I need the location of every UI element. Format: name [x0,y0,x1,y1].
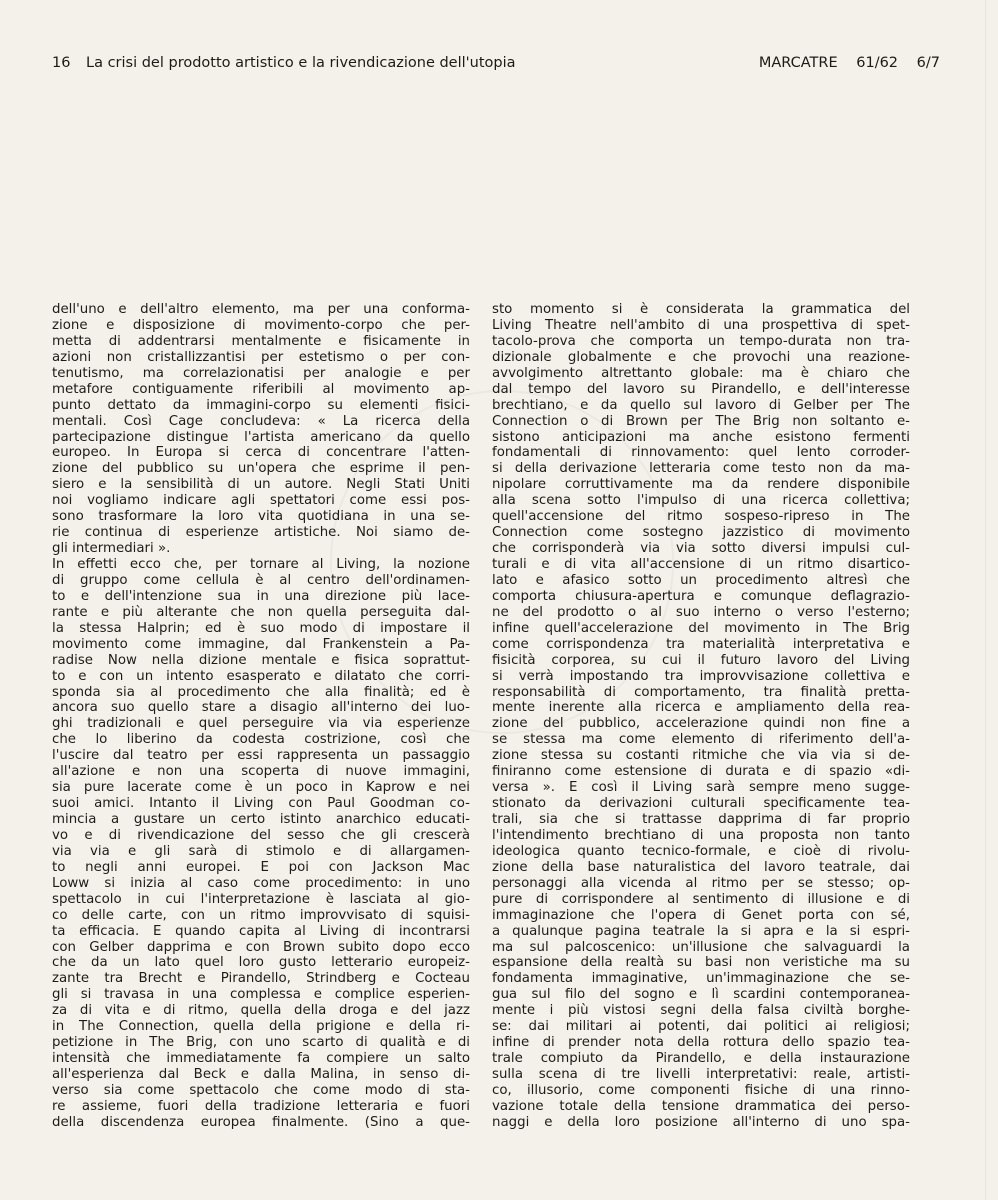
text-line: suoi amici. Intanto il Living con Paul Goodman co- [52,796,470,812]
text-line: sponda sia al procedimento che alla finalità; ed è [52,684,470,700]
text-line: in The Connection, quella della prigione e della ri- [52,1019,470,1035]
text-line: punto dettato da immagini-corpo su elementi fisici- [52,397,470,413]
text-line: si della derivazione letteraria come testo non da ma- [492,461,910,477]
text-line: radise Now nella dizione mentale e fisica soprattut- [52,652,470,668]
chapter-title: La crisi del prodotto artistico e la rivendicazione dell'utopia [86,55,516,71]
text-line: lato e afasico sotto un procedimento altresì che [492,572,910,588]
text-line: Living Theatre nell'ambito di una prospettiva di spet- [492,317,910,333]
text-line: spettacolo in cui l'interpretazione è lasciata al gio- [52,891,470,907]
text-line: responsabilità di comportamento, tra finalità pretta- [492,684,910,700]
text-line: infine di prender nota della rottura dello spazio tea- [492,1035,910,1051]
text-line: ne del prodotto o al suo interno o verso l'esterno; [492,604,910,620]
text-line: trali, sia che si trattasse dapprima di far proprio [492,812,910,827]
text-line: quell'accensione del ritmo sospeso-ripreso in The [492,509,910,525]
text-line: l'intendimento brechtiano di una proposta non tanto [492,827,910,843]
page-number: 16 [52,55,71,71]
text-column-right [492,302,910,1131]
text-line: zione del pubblico su un'opera che esprime il pen- [52,461,470,477]
text-line: fisicità corporea, su cui il futuro lavoro del Living [492,652,910,668]
text-line: di gruppo come cellula è al centro dell'ordinamen- [52,572,470,588]
text-line: sia pure lacerate come è un poco in Kaprow e nei [52,780,470,796]
text-line: gua sul filo del sogno e lì scardini contemporanea- [492,987,910,1003]
text-line: infine quell'accelerazione del movimento in The Brig [492,620,910,636]
text-line: se: dai militari ai potenti, dai politici ai religiosi; [492,1019,910,1035]
text-line: all'esperienza dal Beck e dalla Malina, in senso di- [52,1067,470,1082]
text-line: to e con un intento esasperato e dilatato che corri- [52,668,470,684]
text-line: sistono anticipazioni ma anche esistono fermenti [492,429,910,445]
text-line: ghi tradizionali e quel perseguire via via esperienze [52,716,470,732]
text-line: via via e gli sarà di stimolo e di allargamen- [52,843,470,859]
text-line: trale compiuto da Pirandello, e della instaurazione [492,1051,910,1067]
text-line: movimento come immagine, dal Frankenstein a Pa- [52,636,470,652]
text-line: to negli anni europei. E poi con Jackson Mac [52,859,470,875]
text-line: vazione totale della tensione drammatica dei perso- [492,1098,910,1114]
text-line: noi vogliamo indicare agli spettatori come essi pos- [52,493,470,509]
text-line: l'uscire dal teatro per essi rappresenta un passaggio [52,748,470,764]
text-line: ma sul palcoscenico: un'illusione che salvaguardi la [492,939,910,955]
text-line: metta di addentrarsi mentalmente e fisicamente in [52,333,470,349]
text-line: vo e di rivendicazione del sesso che gli crescerà [52,827,470,843]
text-line: si verrà impostando tra improvvisazione collettiva e [492,668,910,684]
text-line: ideologica quanto tecnico-formale, e cioè di rivolu- [492,843,910,859]
text-line: partecipazione distingue l'artista americano da quello [52,429,470,445]
text-line: co, illusorio, come componenti fisiche di una rinno- [492,1082,910,1098]
text-line: zante tra Brecht e Pirandello, Strindberg e Cocteau [52,971,470,987]
text-line: re assieme, fuori della tradizione letteraria e fuori [52,1098,470,1114]
text-line: zione stessa su costanti ritmiche che via via si de- [492,748,910,764]
text-line: naggi e della loro posizione all'interno di uno spa- [492,1114,910,1130]
text-line: se stessa ma come elemento di riferimento dell'a- [492,732,910,748]
text-line: versa ». E così il Living sarà sempre meno sugge- [492,780,910,796]
text-line: to e dell'intenzione sua in una direzione più lace- [52,588,470,604]
journal-issue-sub: 6/7 [916,55,940,71]
text-line: mente i più vistosi segni della falsa civiltà borghe- [492,1003,910,1019]
text-line: Connection o di Brown per The Brig non soltanto e- [492,413,910,429]
text-line: pure di corrispondere al sentimento di illusione e di [492,891,910,907]
text-line: petizione in The Brig, con uno scarto di qualità e di [52,1035,470,1051]
text-line: sulla scena di tre livelli interpretativi: reale, artisti- [492,1067,910,1082]
text-line: turali e di vita all'accensione di un ritmo disartico- [492,557,910,572]
text-line: immaginazione che l'opera di Genet porta con sé, [492,907,910,923]
running-header [52,55,940,77]
text-line: della discendenza europea finalmente. (Sino a que- [52,1114,470,1130]
text-line: zione e disposizione di movimento-corpo che per- [52,317,470,333]
journal-name: MARCATRE [758,55,838,71]
text-line: rante e più alterante che non quella perseguita dal- [52,604,470,620]
text-line: che da un lato quel loro gusto letterario europeiz- [52,955,470,971]
text-line: Loww si inizia al caso come procedimento: in uno [52,875,470,891]
text-line: comporta chiusura-apertura e comunque deflagrazio- [492,588,910,604]
text-line: za di vita e di ritmo, quella della droga e del jazz [52,1003,470,1019]
text-line: dizionale globalmente e che provochi una reazione- [492,349,910,365]
text-line: la stessa Halprin; ed è suo modo di impostare il [52,620,470,636]
text-line: con Gelber dapprima e con Brown subito dopo ecco [52,939,470,955]
text-line: personaggi alla vicenda al ritmo per se stesso; op- [492,875,910,891]
text-line: sto momento si è considerata la grammatica del [492,302,910,317]
text-line: che corrisponderà via via sotto diversi impulsi cul- [492,541,910,557]
text-line: intensità che immediatamente fa compiere un salto [52,1051,470,1067]
text-line: azioni non cristallizzantisi per estetismo o per con- [52,349,470,365]
text-line: siero e la sensibilità di un autore. Negli Stati Uniti [52,477,470,493]
text-line: alla scena sotto l'impulso di una ricerca collettiva; [492,493,910,509]
text-line: europeo. In Europa si cerca di concentrare l'atten- [52,445,470,461]
journal-info [759,55,940,71]
text-line: rie continua di esperienze artistiche. Noi siamo de- [52,525,470,541]
text-column-left [52,302,470,1131]
journal-issue: 61/62 [856,55,899,71]
text-line: tacolo-prova che comporta un tempo-durata non tra- [492,333,910,349]
text-line: brechtiano, e da quello sul lavoro di Gelber per The [492,397,910,413]
text-line: In effetti ecco che, per tornare al Living, la nozione [52,557,470,572]
text-line: avvolgimento altrettanto globale: ma è chiaro che [492,365,910,381]
text-line: fondamenta immaginative, un'immaginazione che se- [492,971,910,987]
text-line: dal tempo del lavoro su Pirandello, e dell'interesse [492,381,910,397]
text-line: ancora suo quello stare a disagio all'interno dei luo- [52,700,470,716]
text-line: verso sia come spettacolo che come modo di sta- [52,1082,470,1098]
text-line: gli intermediari ». [52,541,171,557]
text-line: sono trasformare la loro vita quotidiana in una se- [52,509,470,525]
text-line: a qualunque pagina teatrale la si apra e la si espri- [492,923,910,939]
text-line: gli si travasa in una complessa e complice esperien- [52,987,470,1003]
text-line: come corrispondenza tra materialità interpretativa e [492,636,910,652]
text-line: dell'uno e dell'altro elemento, ma per una conforma- [52,302,470,317]
text-line: fondamentali di rinnovamento: quel lento corroder- [492,445,910,461]
text-line: all'azione e non una scoperta di nuove immagini, [52,764,470,780]
text-line: mente inerente alla ricerca e ampliamento della rea- [492,700,910,716]
text-line: che lo liberino da codesta costrizione, così che [52,732,470,748]
text-line: metafore contiguamente riferibili al movimento ap- [52,381,470,397]
text-line: zione della base naturalistica del lavoro teatrale, dai [492,859,910,875]
text-line: finiranno come estensione di durata e di spazio «di- [492,764,910,780]
text-line: Connection come sostegno jazzistico di movimento [492,525,910,541]
text-line: tenutismo, ma correlazionatisi per analogie e per [52,365,470,381]
text-line: ta efficacia. E quando capita al Living di incontrarsi [52,923,470,939]
page-edge-shadow [985,0,986,1200]
text-line: mincia a gustare un certo istinto anarchico educati- [52,812,470,827]
text-line: mentali. Così Cage concludeva: « La ricerca della [52,413,470,429]
text-line: zione del pubblico, accelerazione quindi non fine a [492,716,910,732]
text-line: nipolare corruttivamente ma da rendere disponibile [492,477,910,493]
text-line: stionato da derivazioni culturali specificamente tea- [492,796,910,812]
text-line: co delle carte, con un ritmo improvvisato di squisi- [52,907,470,923]
text-line: espansione della realtà su basi non veristiche ma su [492,955,910,971]
